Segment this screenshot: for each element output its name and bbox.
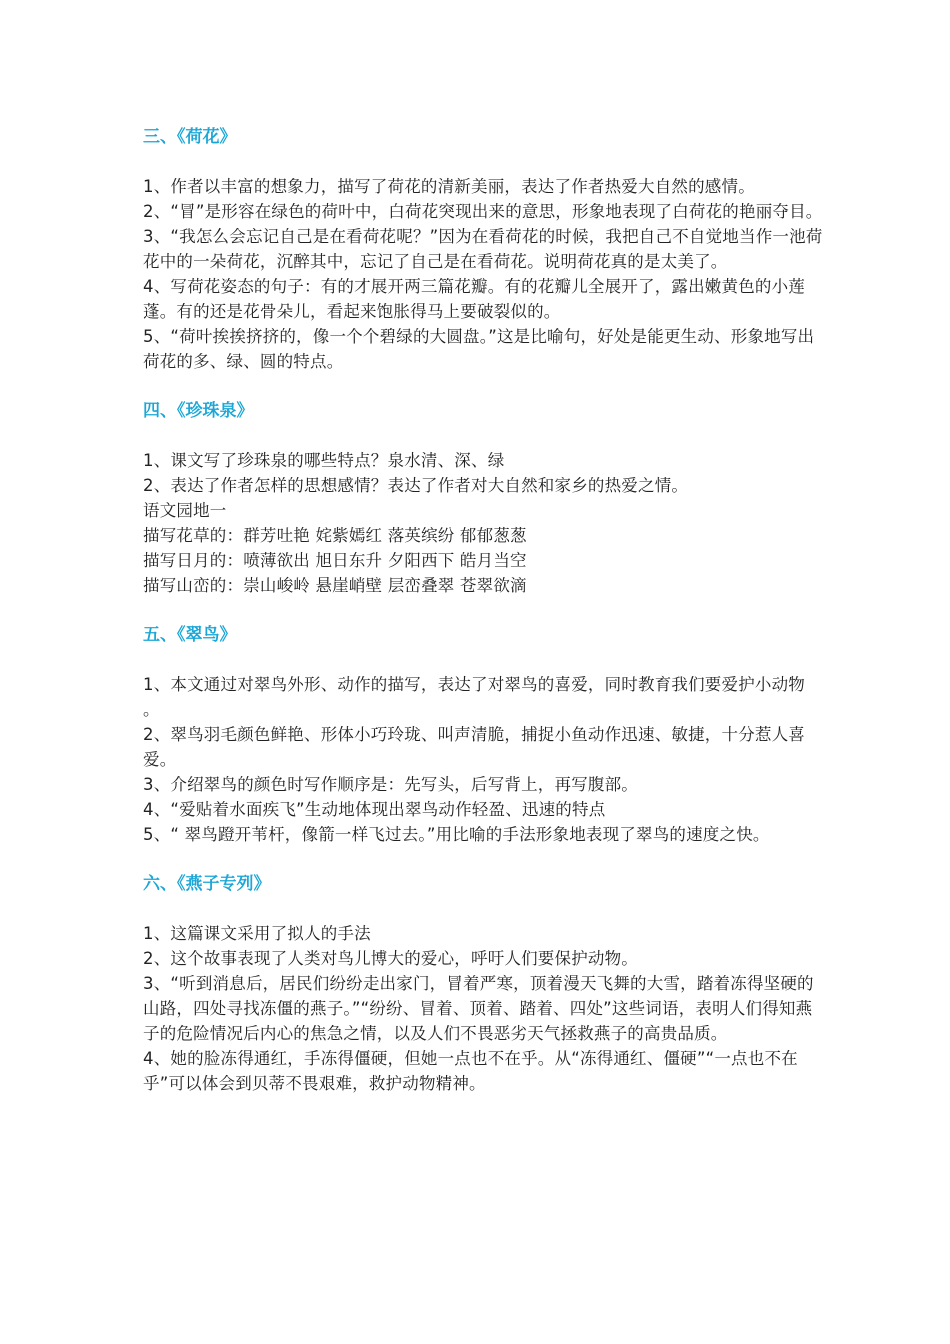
section-pearl-spring	[143, 398, 823, 598]
paragraph: 描写山峦的：崇山峻岭 悬崖峭壁 层峦叠翠 苍翠欲滴	[143, 576, 527, 595]
paragraph: 4、她的脸冻得通红，手冻得僵硬，但她一点也不在乎。从“冻得通红、僵硬”“一点也不在乎”可以体会到贝蒂不畏艰难，救护动物精神。	[143, 1049, 798, 1093]
paragraph: 1、本文通过对翠鸟外形、动作的描写，表达了对翠鸟的喜爱，同时教育我们要爱护小动物 。	[143, 675, 805, 719]
section-title: 五、《翠鸟》	[143, 625, 237, 645]
paragraph: 2、翠鸟羽毛颜色鲜艳、形体小巧玲珑、叫声清脆，捕捉小鱼动作迅速、敏捷，十分惹人喜爱。	[143, 725, 805, 769]
document-content	[143, 124, 823, 1120]
paragraph: 2、这个故事表现了人类对鸟儿博大的爱心，呼吁人们要保护动物。	[143, 949, 638, 968]
paragraph: 1、课文写了珍珠泉的哪些特点？泉水清、深、绿	[143, 451, 505, 470]
paragraph: 3、“听到消息后，居民们纷纷走出家门，冒着严寒，顶着漫天飞舞的大雪，踏着冻得坚硬的山路，四处寻找冻僵的燕子。”“纷纷、冒着、顶着、踏着、四处”这些词语，表明人们得知燕子的危险情况后内心的焦急之情，以及人们不畏恶劣天气拯救燕子的高贵品质。	[143, 974, 814, 1043]
paragraph: 描写花草的：群芳吐艳 姹紫嫣红 落英缤纷 郁郁葱葱	[143, 526, 527, 545]
paragraph: 3、介绍翠鸟的颜色时写作顺序是：先写头，后写背上，再写腹部。	[143, 775, 638, 794]
section-swallow-train	[143, 871, 823, 1096]
paragraph: 2、“冒”是形容在绿色的荷叶中，白荷花突现出来的意思，形象地表现了白荷花的艳丽夺目。	[143, 202, 823, 221]
paragraph: 4、“爱贴着水面疾飞”生动地体现出翠鸟动作轻盈、迅速的特点	[143, 800, 606, 819]
paragraph: 描写日月的：喷薄欲出 旭日东升 夕阳西下 皓月当空	[143, 551, 527, 570]
paragraph: 1、这篇课文采用了拟人的手法	[143, 924, 371, 943]
paragraph: 5、“ 翠鸟蹬开苇杆，像箭一样飞过去。”用比喻的手法形象地表现了翠鸟的速度之快。	[143, 825, 770, 844]
paragraph: 3、“我怎么会忘记自己是在看荷花呢？”因为在看荷花的时候，我把自己不自觉地当作一池荷花中的一朵荷花，沉醉其中，忘记了自己是在看荷花。说明荷花真的是太美了。	[143, 227, 823, 271]
paragraph: 1、作者以丰富的想象力，描写了荷花的清新美丽，表达了作者热爱大自然的感情。	[143, 177, 755, 196]
paragraph: 5、“荷叶挨挨挤挤的，像一个个碧绿的大圆盘。”这是比喻句，好处是能更生动、形象地写出荷花的多、绿、圆的特点。	[143, 327, 815, 371]
section-kingfisher	[143, 622, 823, 847]
section-lotus	[143, 124, 823, 374]
paragraph: 语文园地一	[143, 501, 227, 520]
section-title: 六、《燕子专列》	[143, 874, 271, 894]
paragraph: 4、写荷花姿态的句子：有的才展开两三篇花瓣。有的花瓣儿全展开了，露出嫩黄色的小莲蓬。有的还是花骨朵儿，看起来饱胀得马上要破裂似的。	[143, 277, 805, 321]
section-title: 三、《荷花》	[143, 127, 237, 147]
paragraph: 2、表达了作者怎样的思想感情？表达了作者对大自然和家乡的热爱之情。	[143, 476, 689, 495]
section-title: 四、《珍珠泉》	[143, 401, 254, 421]
